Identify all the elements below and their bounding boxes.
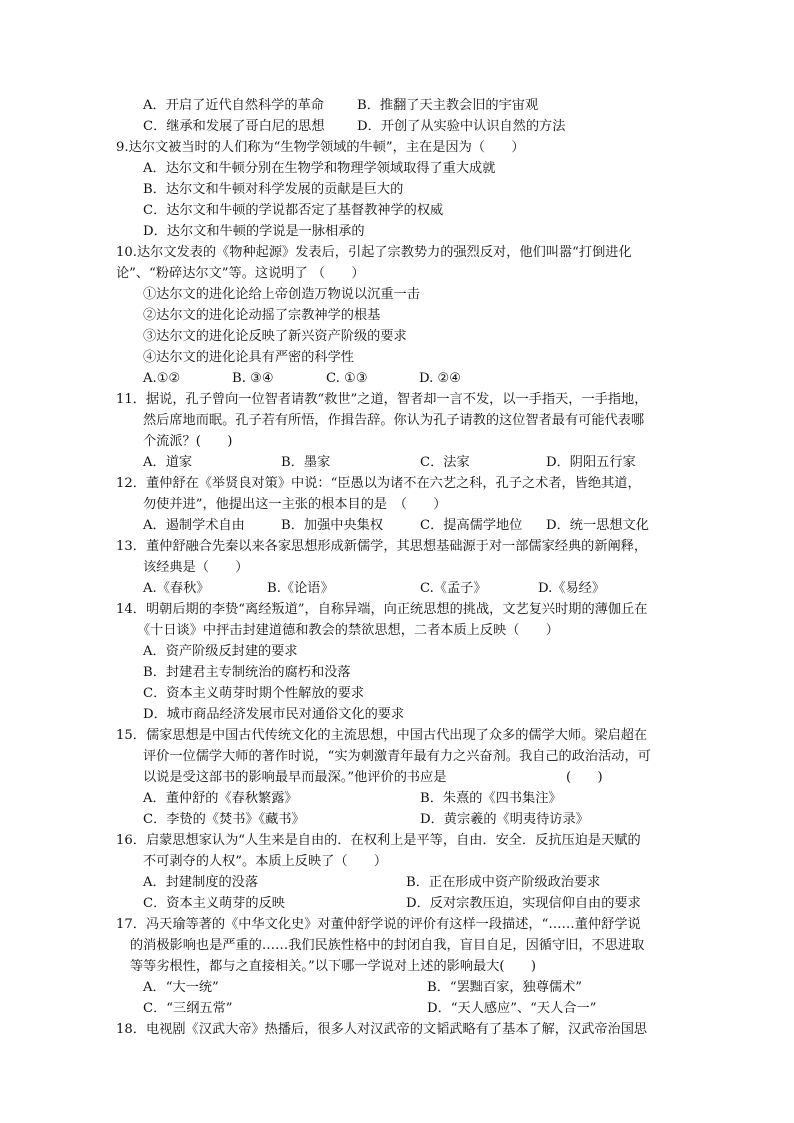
q17-stem-line2: 的消极影响也是严重的……我们民族性格中的封闭自我，盲目自足，因循守旧，不思进取 xyxy=(130,938,645,953)
q13-option-c: C.《孟子》 xyxy=(420,581,487,596)
q17-stem-line1: 17．冯天瑜等著的《中华文化史》对董仲舒学说的评价有这样一段描述，“……董仲舒学说 xyxy=(116,917,641,932)
q10-option-c: C. ①③ xyxy=(326,371,368,386)
q16-option-c: C．资本主义萌芽的反映 xyxy=(143,896,285,911)
q11-stem-line1: 11．据说，孔子曾向一位智者请教“救世”之道，智者却一言不发，以一手指天，一手指地， xyxy=(116,392,648,407)
q15-stem-line3: 以说是受这部书的影响最早而最深。”他评价的书应是 xyxy=(143,770,447,785)
q14-stem-line2: 《十日谈》中抨击封建道德和教会的禁欲思想，二者本质上反映（ ） xyxy=(137,623,559,638)
q11-stem-line2: 然后席地而眠。孔子若有所悟，作揖告辞。你认为孔子请教的这位智者最有可能代表哪 xyxy=(143,413,645,428)
q15-option-d: D．黄宗羲的《明夷待访录》 xyxy=(420,812,589,827)
q10-statement-1: ①达尔文的进化论给上帝创造万物说以沉重一击 xyxy=(143,287,420,302)
q13-stem-line1: 13．董仲舒融合先秦以来各家思想形成新儒学，其思想基础源于对一部儒家经典的新阐释， xyxy=(116,539,648,554)
q15-option-b: B．朱熹的《四书集注》 xyxy=(420,791,562,806)
q12-stem-line1: 12．董仲舒在《举贤良对策》中说：“臣愚以为诸不在六艺之科，孔子之术者，皆绝其道， xyxy=(116,476,641,491)
q11-stem-line3: 个流派？( ) xyxy=(143,434,233,449)
q11-option-b: B．墨家 xyxy=(281,455,331,470)
q18-stem-line1: 18．电视剧《汉武大帝》热播后，很多人对汉武帝的文韬武略有了基本了解，汉武帝治国思 xyxy=(116,1022,648,1037)
q16-stem-line2: 不可剥夺的人权”。本质上反映了（ ） xyxy=(143,854,388,869)
q15-answer-paren: ( ) xyxy=(566,770,603,785)
q16-option-b: B．正在形成中资产阶级政治要求 xyxy=(406,875,601,890)
q12-stem-line2: 勿使并进”，他提出这一主张的根本目的是 （ ） xyxy=(143,497,447,512)
q13-option-b: B.《论语》 xyxy=(267,581,334,596)
q17-option-c: C．“三纲五常” xyxy=(143,1001,233,1016)
q15-stem-line1: 15．儒家思想是中国古代传统文化的主流思想，中国古代出现了众多的儒学大师。梁启超在 xyxy=(116,728,648,743)
q10-option-b: B. ③④ xyxy=(232,371,274,386)
q14-stem-line1: 14．明朝后期的李贽“离经叛道”，自称异端，向正统思想的挑战，文艺复兴时期的薄伽丘在 xyxy=(116,602,648,617)
q14-option-d: D．城市商品经济发展市民对通俗文化的要求 xyxy=(143,707,405,722)
q12-option-a: A．遏制学术自由 xyxy=(143,518,245,533)
q10-stem-line2: 论”、“粉碎达尔文”等。这说明了 （ ） xyxy=(116,266,365,281)
q10-option-a: A.①② xyxy=(143,371,181,386)
q8-option-c: C．继承和发展了哥白尼的思想 xyxy=(143,119,325,134)
q11-option-c: C．法家 xyxy=(420,455,470,470)
q13-stem-line2: 该经典是（ ） xyxy=(143,560,249,575)
q14-option-a: A．资产阶级反封建的要求 xyxy=(143,644,298,659)
q10-stem-line1: 10.达尔文发表的《物种起源》发表后，引起了宗教势力的强烈反对，他们叫嚣“打倒进化 xyxy=(116,245,632,260)
q15-stem-line2: 评价一位儒学大师的著作时说，“实为刺激青年最有力之兴奋剂。我自己的政治活动，可 xyxy=(143,749,651,764)
q10-option-d: D. ②④ xyxy=(419,371,462,386)
q10-statement-4: ④达尔文的进化论具有严密的科学性 xyxy=(143,350,354,365)
q8-option-b: B．推翻了天主教会旧的宇宙观 xyxy=(357,98,539,113)
q11-option-a: A．道家 xyxy=(143,455,193,470)
q15-option-a: A．董仲舒的《春秋繁露》 xyxy=(143,791,298,806)
q17-stem-line3: 等等劣根性，都与之直接相关。”以下哪一学说对上述的影响最大( ) xyxy=(130,959,537,974)
q15-option-c: C．李贽的《焚书》《藏书》 xyxy=(143,812,305,827)
q17-option-b: B．“罢黜百家，独尊儒术” xyxy=(427,980,583,995)
q13-option-a: A.《春秋》 xyxy=(143,581,210,596)
q16-stem-line1: 16．启蒙思想家认为“人生来是自由的．在权利上是平等，自由．安全．反抗压迫是天赋的 xyxy=(116,833,641,848)
q12-option-b: B．加强中央集权 xyxy=(281,518,384,533)
q10-statement-2: ②达尔文的进化论动摇了宗教神学的根基 xyxy=(143,308,381,323)
q17-option-d: D．“天人感应”、“天人合一” xyxy=(427,1001,597,1016)
q12-option-d: D．统一思想文化 xyxy=(546,518,649,533)
q9-option-c: C．达尔文和牛顿的学说都否定了基督教神学的权威 xyxy=(143,203,444,218)
q16-option-a: A．封建制度的没落 xyxy=(143,875,259,890)
q16-option-d: D．反对宗教压迫，实现信仰自由的要求 xyxy=(406,896,641,911)
q9-option-b: B．达尔文和牛顿对科学发展的贡献是巨大的 xyxy=(143,182,404,197)
q8-option-d: D．开创了从实验中认识自然的方法 xyxy=(357,119,566,134)
q11-option-d: D．阴阳五行家 xyxy=(546,455,636,470)
q14-option-b: B．封建君主专制统治的腐朽和没落 xyxy=(143,665,351,680)
q10-statement-3: ③达尔文的进化论反映了新兴资产阶级的要求 xyxy=(143,329,407,344)
q14-option-c: C．资本主义萌芽时期个性解放的要求 xyxy=(143,686,365,701)
q8-option-a: A．开启了近代自然科学的革命 xyxy=(143,98,324,113)
q9-stem: 9.达尔文被当时的人们称为“生物学领域的牛顿”，主在是因为（ ） xyxy=(116,140,525,155)
q13-option-d: D.《易经》 xyxy=(538,581,606,596)
q12-option-c: C．提高儒学地位 xyxy=(420,518,523,533)
q17-option-a: A．“大一统” xyxy=(143,980,219,995)
q9-option-d: D．达尔文和牛顿的学说是一脉相承的 xyxy=(143,224,365,239)
q9-option-a: A．达尔文和牛顿分别在生物学和物理学领域取得了重大成就 xyxy=(143,161,496,176)
